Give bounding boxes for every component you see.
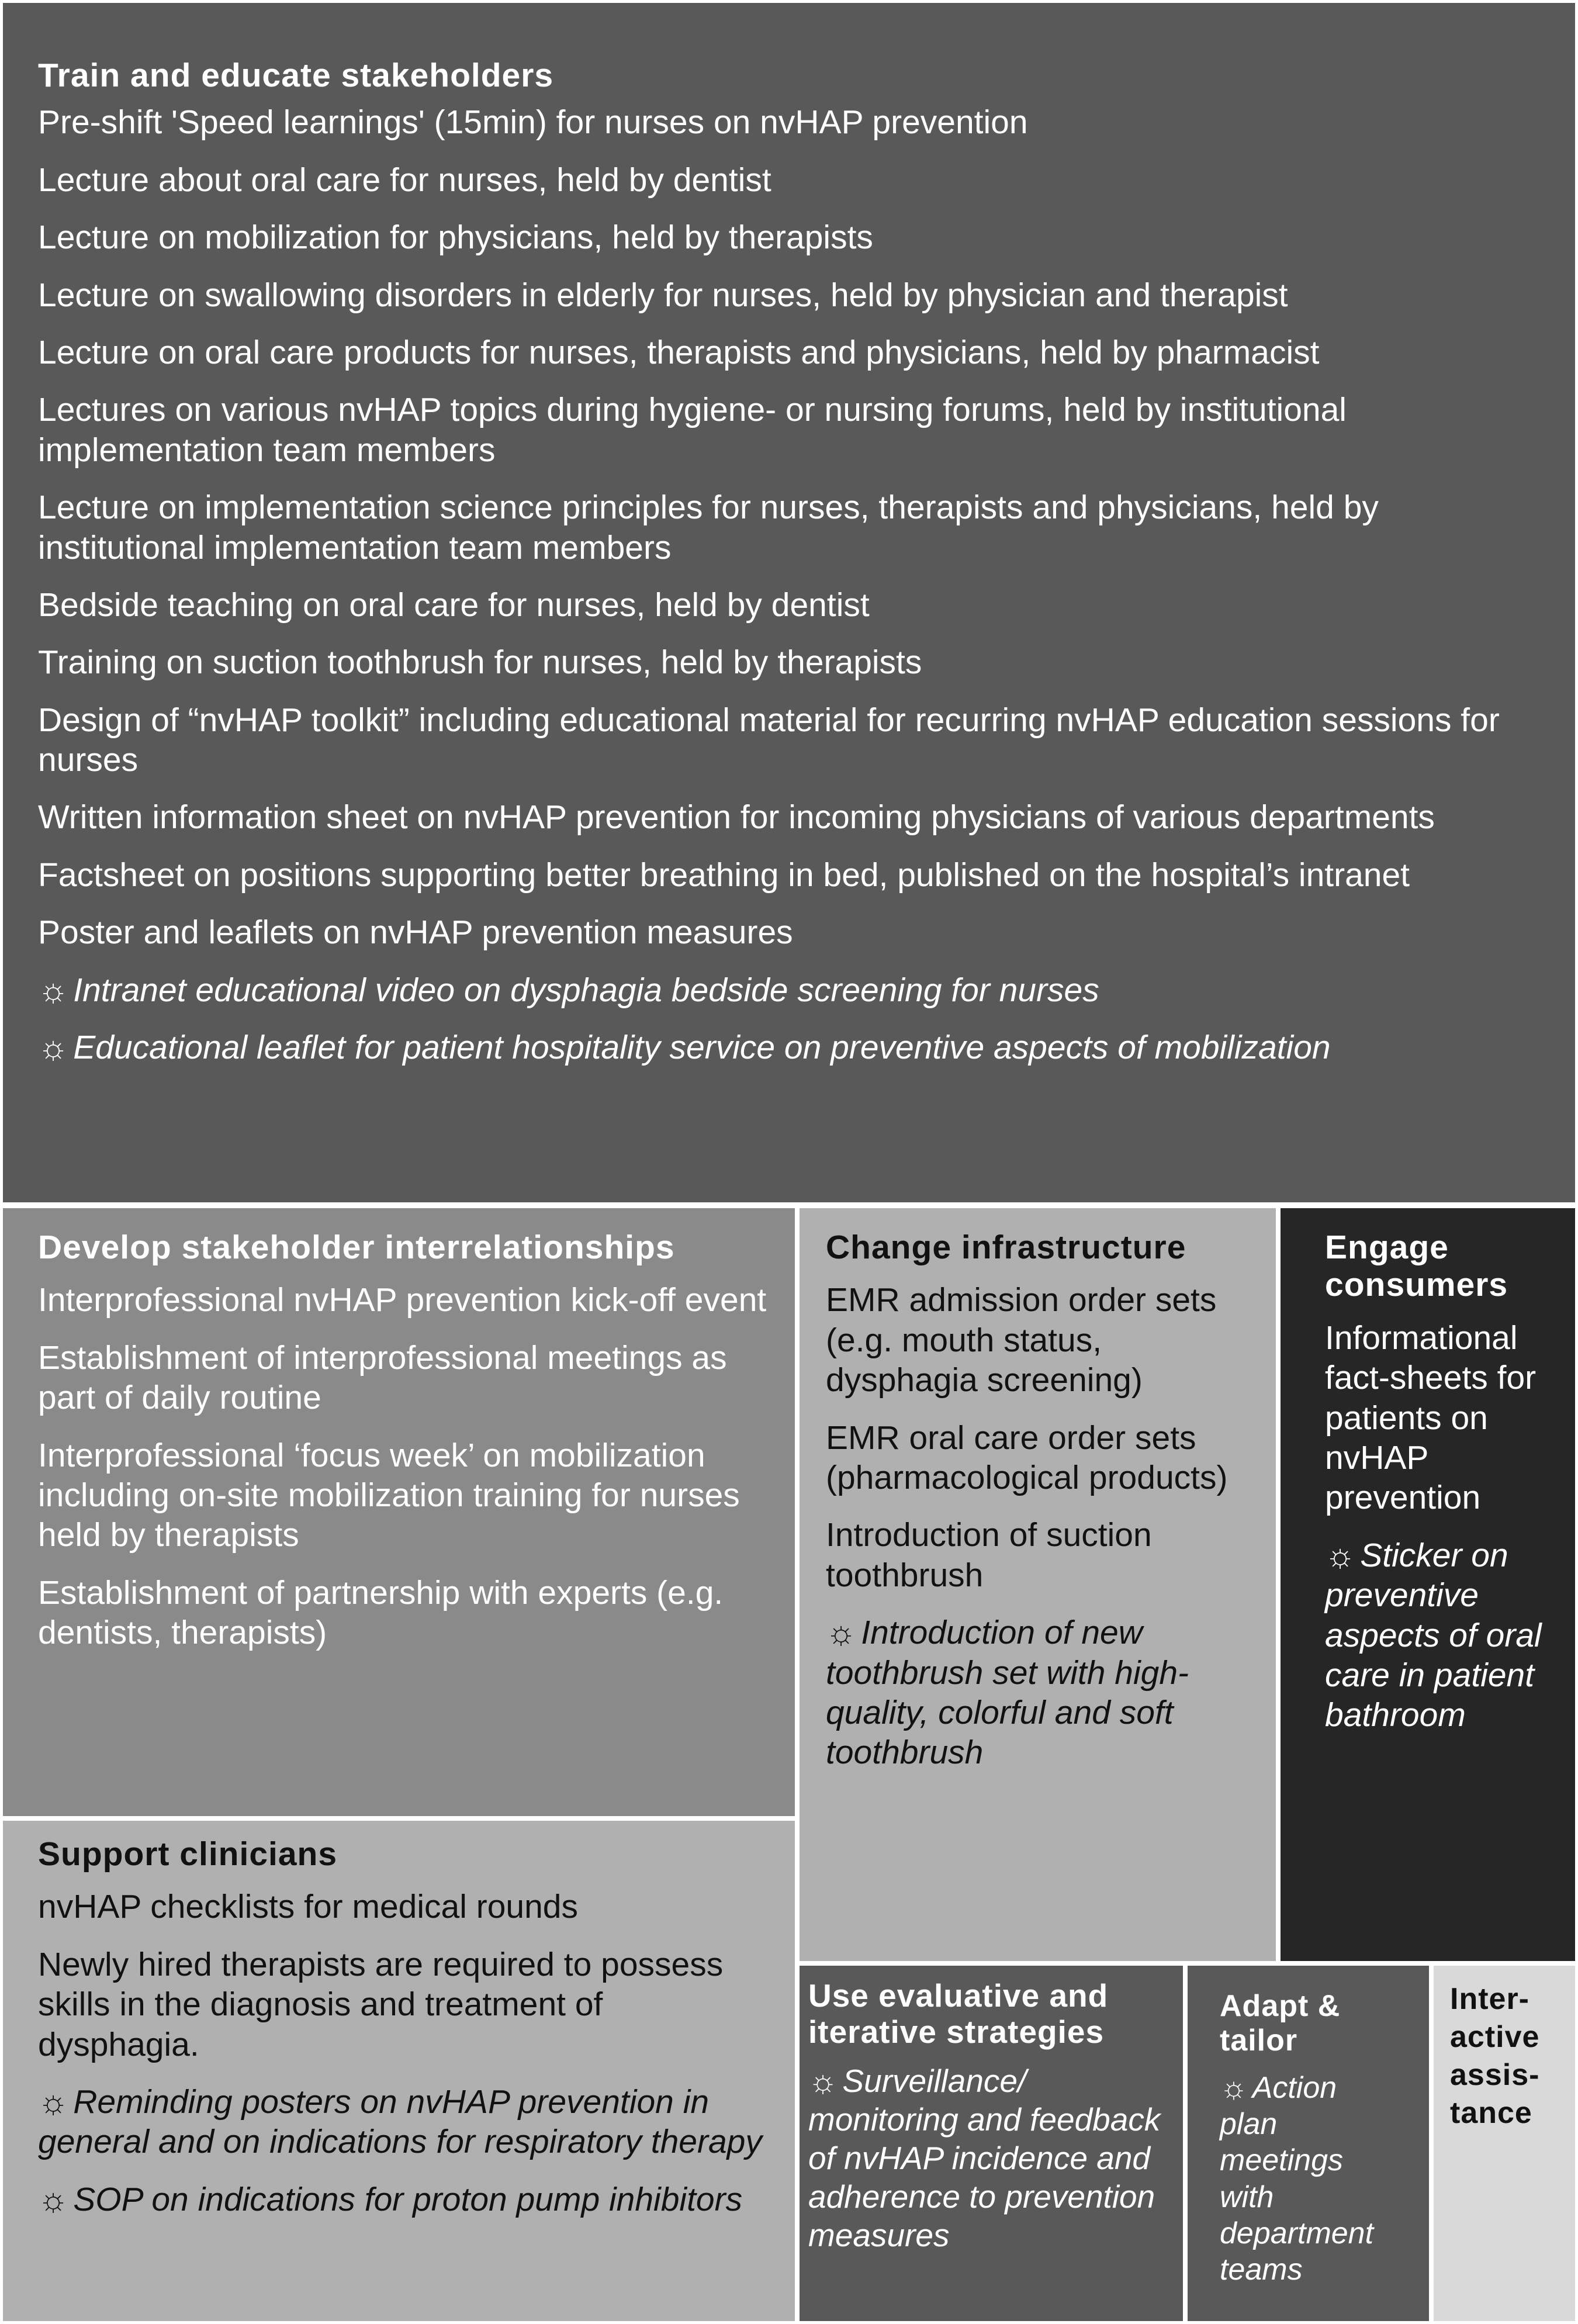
new-list-item: ☼ Reminding posters on nvHAP prevention in general and on indications for respiratory therapy bbox=[38, 2083, 762, 2161]
list-item: Lecture on implementation science principles for nurses, therapists and physicians, held by institutional implementation team members bbox=[38, 489, 1379, 566]
adapt-title: Adapt & tailor bbox=[1220, 1989, 1341, 2057]
engage-consumers-box bbox=[1281, 1208, 1575, 1961]
support-list bbox=[38, 1887, 771, 2219]
list-item: Lecture on swallowing disorders in elderly for nurses, held by physician and therapist bbox=[38, 276, 1288, 314]
list-item: Lecture on mobilization for physicians, held by therapists bbox=[38, 219, 873, 257]
list-item: Lecture about oral care for nurses, held by dentist bbox=[38, 161, 771, 199]
support-clinicians-box bbox=[3, 1821, 795, 2321]
list-item: Informational fact-sheets for patients on nvHAP prevention bbox=[1325, 1319, 1537, 1517]
list-item: Interprofessional nvHAP prevention kick-off event bbox=[38, 1281, 767, 1319]
adapt-tailor-box bbox=[1188, 1966, 1429, 2321]
list-item: Establishment of partnership with experts (e.g. dentists, therapists) bbox=[38, 1573, 724, 1652]
list-item: Design of “nvHAP toolkit” including educational material for recurring nvHAP education sessions for nurses bbox=[38, 701, 1500, 779]
list-item: Lectures on various nvHAP topics during hygiene- or nursing forums, held by institutional implementation team members bbox=[38, 391, 1347, 469]
list-item: Introduction of suction toothbrush bbox=[826, 1516, 1152, 1594]
sun-icon: ☼ bbox=[826, 1614, 857, 1652]
train-educate-box bbox=[3, 3, 1575, 1202]
evaluate-title: Use evaluative and iterative strategies bbox=[808, 1977, 1109, 2050]
sun-icon: ☼ bbox=[38, 1029, 69, 1067]
list-item: Interprofessional ‘focus week’ on mobilization including on-site mobilization training for nurses held by therapists bbox=[38, 1436, 740, 1554]
new-list-item: ☼ Surveillance/ monitoring and feedback of nvHAP incidence and adherence to prevention measures bbox=[808, 2063, 1161, 2254]
new-list-item: ☼ Intranet educational video on dysphagia bedside screening for nurses bbox=[38, 971, 1099, 1009]
list-item: EMR oral care order sets (pharmacological products) bbox=[826, 1419, 1228, 1496]
new-list-item: ☼ Educational leaflet for patient hospitality service on preventive aspects of mobilization bbox=[38, 1029, 1331, 1067]
new-list-item: ☼ Introduction of new toothbrush set with high-quality, colorful and soft toothbrush bbox=[826, 1614, 1189, 1772]
change-list bbox=[826, 1280, 1258, 1772]
list-item: Pre-shift 'Speed learnings' (15min) for nurses on nvHAP prevention bbox=[38, 103, 1028, 141]
train-educate-list bbox=[38, 102, 1511, 1067]
interactive-title: Inter- active assis- tance bbox=[1450, 1982, 1540, 2130]
sun-icon: ☼ bbox=[1325, 1536, 1356, 1574]
evaluative-strategies-box bbox=[800, 1966, 1183, 2321]
develop-interrelationships-box bbox=[3, 1208, 795, 1816]
sun-icon: ☼ bbox=[1220, 2070, 1248, 2105]
list-item: nvHAP checklists for medical rounds bbox=[38, 1888, 578, 1926]
list-item: Poster and leaflets on nvHAP prevention measures bbox=[38, 914, 793, 952]
sun-icon: ☼ bbox=[38, 2083, 69, 2121]
list-item: Training on suction toothbrush for nurses, held by therapists bbox=[38, 644, 922, 682]
new-list-item: ☼ Sticker on preventive aspects of oral care in patient bathroom bbox=[1325, 1536, 1542, 1734]
change-infrastructure-box bbox=[800, 1208, 1276, 1961]
list-item: Lecture on oral care products for nurses, therapists and physicians, held by pharmacist bbox=[38, 333, 1320, 371]
adapt-list bbox=[1220, 2070, 1395, 2288]
change-title: Change infrastructure bbox=[826, 1229, 1186, 1266]
sun-icon: ☼ bbox=[808, 2063, 838, 2100]
evaluate-list bbox=[808, 2062, 1177, 2254]
list-item: Newly hired therapists are required to possess skills in the diagnosis and treatment of dysphagia. bbox=[38, 1945, 724, 2063]
list-item: EMR admission order sets (e.g. mouth status, dysphagia screening) bbox=[826, 1281, 1217, 1399]
develop-title: Develop stakeholder interrelationships bbox=[38, 1229, 675, 1266]
new-list-item: ☼ SOP on indications for proton pump inhibitors bbox=[38, 2180, 743, 2218]
develop-list bbox=[38, 1280, 771, 1652]
engage-list bbox=[1325, 1318, 1563, 1735]
list-item: Factsheet on positions supporting better breathing in bed, published on the hospital’s intranet bbox=[38, 856, 1410, 894]
list-item: Establishment of interprofessional meetings as part of daily routine bbox=[38, 1339, 727, 1417]
sun-icon: ☼ bbox=[38, 2180, 69, 2218]
list-item: Written information sheet on nvHAP prevention for incoming physicians of various departments bbox=[38, 798, 1435, 836]
list-item: Bedside teaching on oral care for nurses, held by dentist bbox=[38, 586, 870, 624]
sun-icon: ☼ bbox=[38, 971, 69, 1009]
new-list-item: ☼ Action plan meetings with department teams bbox=[1220, 2070, 1374, 2287]
engage-title: Engage consumers bbox=[1325, 1229, 1508, 1304]
train-educate-title: Train and educate stakeholders bbox=[38, 57, 554, 94]
support-title: Support clinicians bbox=[38, 1835, 338, 1873]
interactive-assistance-box bbox=[1434, 1966, 1575, 2321]
